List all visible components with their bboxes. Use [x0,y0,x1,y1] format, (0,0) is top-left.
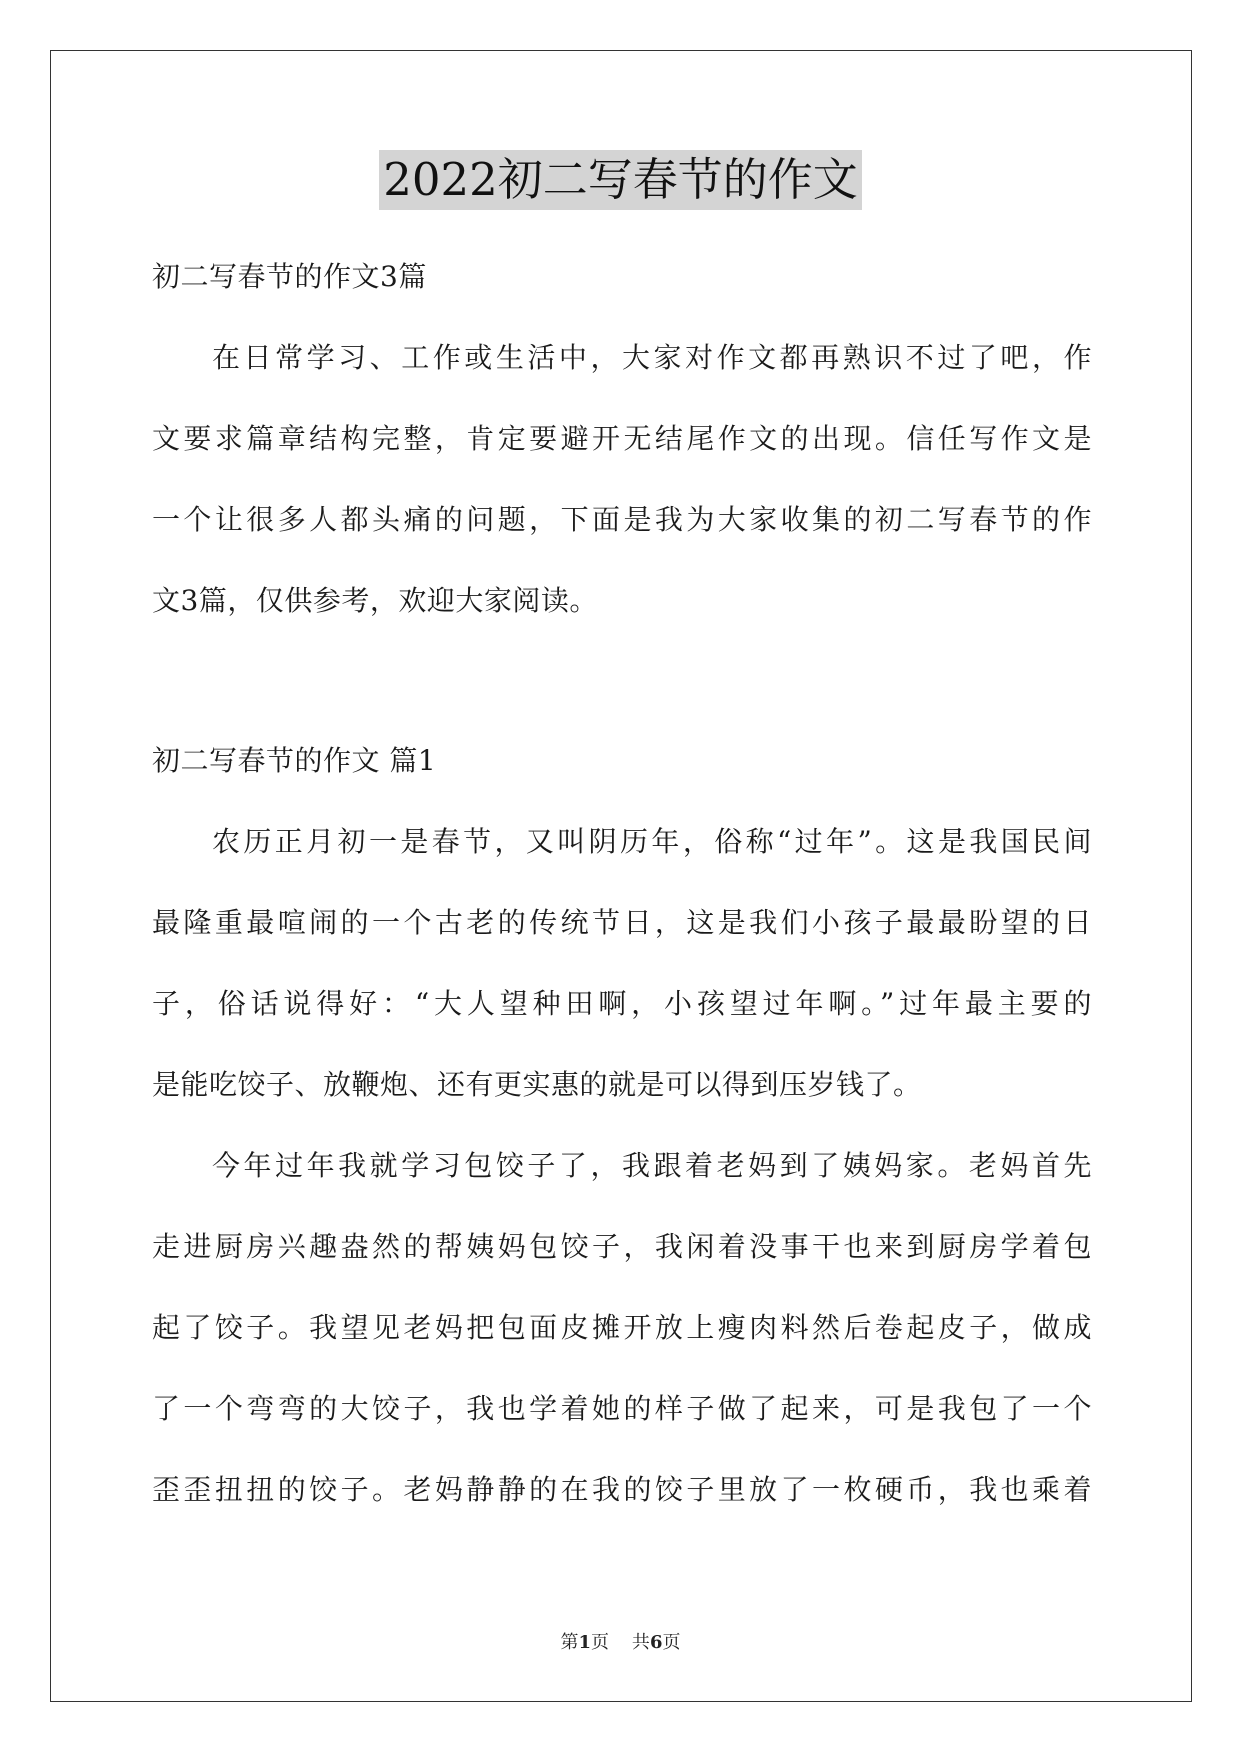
document-title: 2022初二写春节的作文 [379,150,862,210]
current-page-number: 1 [578,1632,592,1653]
subtitle: 初二写春节的作文3篇 [152,260,427,293]
title-container [0,150,1241,210]
intro-line: 文3篇，仅供参考，欢迎大家阅读。 [152,584,598,617]
paragraph-line: 子，俗话说得好：“大人望种田啊，小孩望过年啊。”过年最主要的 [152,987,1092,1020]
intro-line: 在日常学习、工作或生活中，大家对作文都再熟识不过了吧，作 [212,341,1092,374]
paragraph-line: 歪歪扭扭的饺子。老妈静静的在我的饺子里放了一枚硬币，我也乘着 [152,1473,1092,1506]
paragraph-line: 了一个弯弯的大饺子，我也学着她的样子做了起来，可是我包了一个 [152,1392,1092,1425]
paragraph-line: 起了饺子。我望见老妈把包面皮摊开放上瘦肉料然后卷起皮子，做成 [152,1311,1092,1344]
paragraph-line: 走进厨房兴趣盎然的帮姨妈包饺子，我闲着没事干也来到厨房学着包 [152,1230,1092,1263]
paragraph-line: 最隆重最喧闹的一个古老的传统节日，这是我们小孩子最最盼望的日 [152,906,1092,939]
page-footer [0,1628,1241,1654]
paragraph-line: 是能吃饺子、放鞭炮、还有更实惠的就是可以得到压岁钱了。 [152,1068,922,1101]
intro-line: 文要求篇章结构完整，肯定要避开无结尾作文的出现。信任写作文是 [152,422,1092,455]
paragraph-line: 今年过年我就学习包饺子了，我跟着老妈到了姨妈家。老妈首先 [212,1149,1092,1182]
intro-line: 一个让很多人都头痛的问题，下面是我为大家收集的初二写春节的作 [152,503,1092,536]
footer-prefix: 第 [560,1632,579,1653]
document-body [152,236,1092,1530]
section-gap [152,641,1092,720]
paragraph-line: 农历正月初一是春节，又叫阴历年，俗称“过年”。这是我国民间 [212,825,1092,858]
footer-suffix: 页 [662,1632,681,1653]
total-pages-number: 6 [649,1632,663,1653]
section-heading: 初二写春节的作文 篇1 [152,744,437,777]
footer-middle: 页 共 [591,1632,650,1653]
